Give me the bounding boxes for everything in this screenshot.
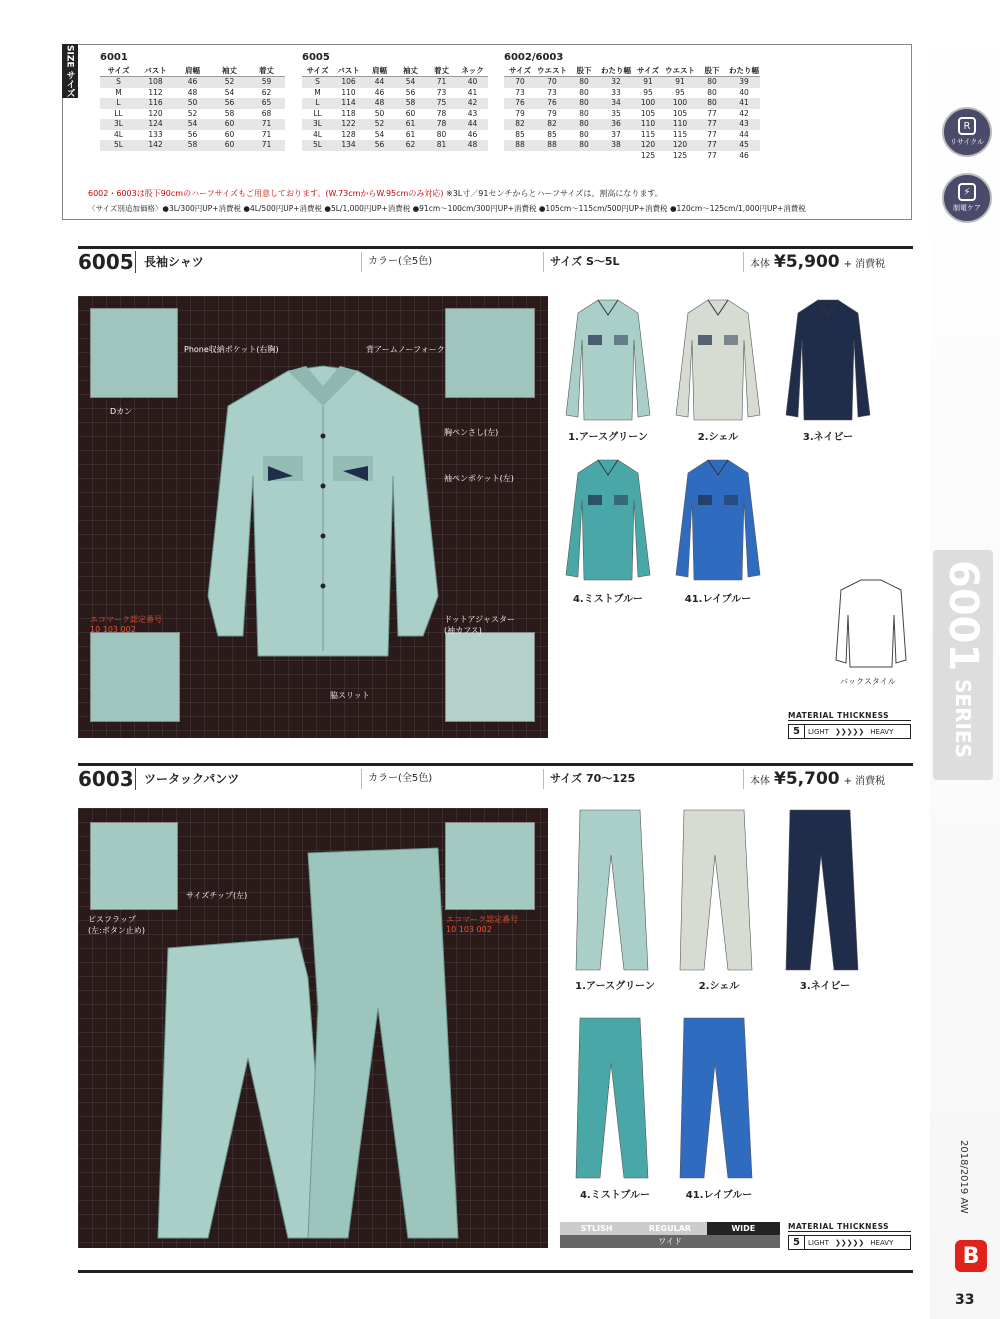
- fit-wide: WIDE: [707, 1222, 780, 1235]
- table-cell: 80: [579, 108, 589, 118]
- table-cell: 81: [436, 140, 447, 149]
- thickness-arrows: ❯❯❯❯❯: [834, 1238, 865, 1247]
- table-header-cell: 股下: [704, 66, 720, 75]
- table-cell: 91: [675, 77, 685, 86]
- season-label: 2018/2019 AW: [958, 1140, 969, 1214]
- table-cell: 73: [515, 87, 525, 97]
- table-row: [504, 109, 760, 120]
- variant-caption: 41.レイブルー: [684, 594, 752, 605]
- table-cell: 120: [672, 140, 688, 149]
- shirt-photo-panel: [78, 296, 548, 738]
- table-cell: 35: [611, 108, 621, 118]
- detail-photo-slit: [90, 632, 180, 722]
- table-header-cell: サイズ: [306, 66, 329, 75]
- label-eco: [90, 614, 162, 634]
- table-row: [100, 77, 285, 88]
- shirt-variant: [558, 455, 658, 585]
- variant-caption: 1.アースグリーン: [575, 981, 655, 992]
- table-cell: 82: [515, 119, 525, 128]
- table-cell: 60: [224, 129, 235, 139]
- table-cell: 142: [148, 140, 163, 149]
- shirt-variant: [558, 295, 658, 425]
- table-title: 6001: [100, 52, 128, 63]
- table-cell: 77: [707, 108, 717, 118]
- table-cell: 120: [148, 108, 163, 118]
- table-cell: 78: [436, 119, 447, 128]
- footer-rule: [78, 1270, 913, 1273]
- table-header-cell: ウエスト: [537, 66, 567, 75]
- table-cell: 38: [611, 140, 621, 149]
- table-row: [504, 119, 760, 130]
- size-table-6005: [302, 52, 488, 151]
- table-cell: 3L: [114, 119, 123, 128]
- light-label: LIGHT: [808, 1238, 829, 1247]
- table-row: [100, 119, 285, 130]
- table-cell: [600, 151, 632, 162]
- table-row: [100, 88, 285, 99]
- table-cell: LL: [114, 108, 123, 118]
- price-value: ¥5,900: [774, 251, 840, 272]
- table-cell: 39: [739, 77, 749, 86]
- table-cell: 46: [739, 150, 749, 160]
- table-header-cell: 袖丈: [403, 66, 418, 75]
- dot-text: ドットアジャスター: [444, 615, 515, 624]
- table-cell: 32: [611, 77, 621, 86]
- table-cell: 76: [515, 98, 525, 107]
- antistatic-badge: [942, 173, 992, 223]
- table-cell: 48: [374, 98, 385, 107]
- antistatic-icon: ⚡: [958, 183, 976, 201]
- table-cell: 46: [374, 87, 385, 97]
- shirt-header: [78, 246, 913, 274]
- table-cell: 54: [405, 77, 416, 86]
- fit-selector: [560, 1222, 780, 1248]
- table-cell: 43: [467, 108, 478, 118]
- pants-photo-panel: [78, 808, 548, 1248]
- pants-variant: [672, 805, 762, 975]
- table-header-cell: 袖丈: [222, 66, 237, 75]
- page-number: 33: [955, 1292, 975, 1308]
- table-row: [100, 130, 285, 141]
- table-cell: 115: [672, 129, 688, 139]
- detail-photo-cuff: [445, 632, 535, 722]
- table-cell: 80: [707, 77, 717, 86]
- table-cell: S: [315, 77, 320, 86]
- back-style-illustration: [826, 575, 916, 670]
- table-cell: 60: [224, 119, 235, 128]
- table-cell: 80: [579, 119, 589, 128]
- pants-variant: [568, 805, 658, 975]
- table-cell: 110: [341, 87, 356, 97]
- table-cell: 60: [405, 108, 416, 118]
- table-cell: 73: [547, 87, 557, 97]
- color-count: カラー(全5色): [362, 252, 544, 272]
- table-cell: 42: [739, 108, 749, 118]
- table-row: [504, 77, 760, 88]
- table-row: [100, 140, 285, 151]
- detail-photo-pocket: [90, 308, 178, 398]
- table-cell: 68: [261, 108, 272, 118]
- product-name: 長袖シャツ: [136, 252, 362, 272]
- table-cell: 128: [341, 129, 356, 139]
- variant-caption: 3.ネイビー: [802, 432, 854, 443]
- table-cell: 54: [224, 87, 235, 97]
- heavy-label: HEAVY: [870, 1238, 894, 1247]
- table-cell: 40: [739, 87, 749, 97]
- table-cell: 46: [467, 129, 478, 139]
- series-number: 6001: [940, 560, 986, 672]
- variant-caption: 4.ミストブルー: [579, 1190, 651, 1201]
- table-cell: 5L: [114, 140, 123, 149]
- table-header-cell: 着丈: [259, 66, 274, 75]
- table-cell: [536, 151, 568, 162]
- table-cell: 56: [405, 87, 416, 97]
- price: [744, 769, 885, 789]
- table-cell: 41: [467, 87, 478, 97]
- table-cell: [504, 151, 536, 162]
- thickness-title: MATERIAL THICKNESS: [788, 711, 911, 721]
- shirt-variant: [778, 295, 878, 425]
- table-cell: 110: [672, 119, 688, 128]
- table-cell: 41: [739, 98, 749, 107]
- detail-photo-tip: [445, 822, 535, 910]
- table-row: [504, 130, 760, 141]
- table-cell: 105: [672, 108, 688, 118]
- pants-header: [78, 763, 913, 791]
- table-cell: 62: [261, 87, 272, 97]
- product-number: 6005: [78, 251, 136, 273]
- flap-text: ピスフラップ: [88, 915, 136, 924]
- table-cell: 125: [640, 150, 656, 160]
- fit-regular: REGULAR: [633, 1222, 706, 1235]
- table-cell: 73: [436, 87, 447, 97]
- table-cell: 44: [374, 77, 385, 86]
- table-cell: 134: [341, 140, 356, 149]
- table-cell: 54: [187, 119, 198, 128]
- size-tag: SIZE サイズ: [62, 44, 78, 98]
- table-header: [100, 65, 285, 77]
- table-cell: 85: [515, 129, 525, 139]
- size-table-6002-6003: [504, 52, 760, 161]
- thickness-level: 5: [789, 1236, 805, 1249]
- label-phone-pocket: Phone収納ポケット(右胸): [184, 345, 279, 354]
- table-cell: 80: [579, 98, 589, 107]
- table-cell: LL: [313, 108, 322, 118]
- table-cell: 36: [611, 119, 621, 128]
- table-cell: 80: [579, 129, 589, 139]
- table-cell: 79: [547, 108, 557, 118]
- table-header-cell: バスト: [337, 66, 360, 75]
- label-flap: [88, 914, 145, 936]
- table-title: 6002/6003: [504, 52, 564, 63]
- table-row: [504, 88, 760, 99]
- price-value: ¥5,700: [774, 768, 840, 789]
- table-cell: 88: [515, 140, 525, 149]
- table-cell: 133: [148, 129, 163, 139]
- table-cell: 50: [374, 108, 385, 118]
- table-cell: 65: [261, 98, 272, 107]
- table-cell: 114: [341, 98, 356, 107]
- size-table-6001: [100, 52, 285, 151]
- table-cell: 110: [640, 119, 656, 128]
- table-cell: 85: [547, 129, 557, 139]
- table-header-cell: ネック: [461, 66, 484, 75]
- fit-selected: ワイド: [560, 1235, 780, 1248]
- label-dot-adjuster: [444, 614, 515, 636]
- tax-label: + 消費税: [843, 258, 886, 270]
- table-cell: 71: [436, 77, 447, 86]
- table-cell: 52: [374, 119, 385, 128]
- table-header-cell: 肩幅: [185, 66, 200, 75]
- variant-caption: 2.シェル: [698, 981, 740, 992]
- table-row: [504, 151, 760, 162]
- table-cell: 77: [707, 140, 717, 149]
- table-title: 6005: [302, 52, 330, 63]
- thickness-level: 5: [789, 725, 805, 738]
- table-cell: M: [314, 87, 321, 97]
- table-cell: 56: [374, 140, 385, 149]
- table-cell: 100: [640, 98, 656, 107]
- table-header-cell: サイズ: [637, 66, 659, 75]
- table-cell: 56: [224, 98, 235, 107]
- table-cell: 4L: [313, 129, 322, 139]
- light-label: LIGHT: [808, 727, 829, 736]
- table-cell: 76: [547, 98, 557, 107]
- table-cell: 40: [467, 77, 478, 86]
- table-cell: 112: [148, 87, 163, 97]
- heavy-label: HEAVY: [870, 727, 894, 736]
- table-cell: 70: [515, 77, 525, 86]
- eco-number: 10 103 002: [446, 925, 492, 934]
- table-cell: 46: [187, 77, 198, 86]
- table-cell: 56: [187, 129, 198, 139]
- color-count: カラー(全5色): [362, 769, 544, 789]
- table-cell: 44: [467, 119, 478, 128]
- pants-variant: [672, 1013, 762, 1183]
- detail-photo-flap: [90, 822, 178, 910]
- table-row: [100, 98, 285, 109]
- label-eco: [446, 914, 518, 934]
- price-prefix: 本体: [750, 258, 770, 270]
- table-cell: 118: [341, 108, 356, 118]
- table-row: [302, 140, 488, 151]
- table-cell: 52: [224, 77, 235, 86]
- table-cell: 61: [405, 129, 416, 139]
- shirt-variant: [668, 295, 768, 425]
- eco-number: 10 103 002: [90, 625, 136, 634]
- table-row: [302, 109, 488, 120]
- table-cell: 78: [436, 108, 447, 118]
- table-cell: 80: [436, 129, 447, 139]
- variant-caption: 4.ミストブルー: [572, 594, 644, 605]
- pants-variant: [778, 805, 868, 975]
- table-header-cell: 肩幅: [372, 66, 387, 75]
- table-row: [302, 98, 488, 109]
- table-cell: 122: [341, 119, 356, 128]
- tax-label: + 消費税: [843, 775, 886, 787]
- shirt-thickness: [788, 711, 911, 739]
- table-row: [504, 98, 760, 109]
- detail-photo-back: [445, 308, 535, 398]
- table-cell: 58: [405, 98, 416, 107]
- table-cell: 34: [611, 98, 621, 107]
- table-cell: 58: [187, 140, 198, 149]
- label-sleeve-pen: 袖ペンポケット(左): [444, 474, 514, 483]
- flap-sub: (左:ボタン止め): [88, 926, 145, 935]
- table-cell: 44: [739, 129, 749, 139]
- antistatic-label: 制電ケア: [953, 204, 981, 212]
- table-row: [302, 77, 488, 88]
- table-cell: 42: [467, 98, 478, 107]
- table-cell: 115: [640, 129, 656, 139]
- table-cell: 80: [707, 98, 717, 107]
- table-header: [302, 65, 488, 77]
- table-cell: 52: [187, 108, 198, 118]
- table-cell: 60: [224, 140, 235, 149]
- table-cell: 95: [675, 87, 685, 97]
- table-cell: 108: [148, 77, 163, 86]
- table-cell: 4L: [114, 129, 123, 139]
- back-style-label: バックスタイル: [840, 677, 896, 686]
- table-cell: 75: [436, 98, 447, 107]
- fit-stylish: STLISH: [560, 1222, 633, 1235]
- table-cell: 91: [643, 77, 653, 86]
- shirt-variant: [668, 455, 768, 585]
- table-cell: L: [315, 98, 320, 107]
- table-cell: 37: [611, 129, 621, 139]
- variant-caption: 2.シェル: [697, 432, 739, 443]
- table-header-cell: 股下: [576, 66, 592, 75]
- table-cell: [568, 151, 600, 162]
- table-cell: S: [116, 77, 121, 86]
- pants-thickness: [788, 1222, 911, 1250]
- table-cell: 48: [187, 87, 198, 97]
- series-label: SERIES: [951, 679, 975, 759]
- table-cell: 43: [739, 119, 749, 128]
- table-cell: 77: [707, 129, 717, 139]
- price-prefix: 本体: [750, 775, 770, 787]
- table-cell: 70: [547, 77, 557, 86]
- size-range: サイズ 70～125: [544, 769, 744, 789]
- additional-price-note: 〈サイズ別追加価格〉●3L/300円UP+消費税 ●4L/500円UP+消費税 ●5L/1,000円UP+消費税 ●91cm～100cm/300円UP+消費税 ●105cm～115cm/500円UP+消費税 ●120cm～125cm/1,000円UP+消費税: [88, 204, 806, 213]
- label-dkan: Dカン: [110, 407, 133, 416]
- table-cell: 80: [707, 87, 717, 97]
- eco-text: エコマーク認定番号: [90, 615, 162, 624]
- table-cell: 3L: [313, 119, 322, 128]
- table-header-cell: バスト: [144, 66, 167, 75]
- table-cell: 80: [579, 87, 589, 97]
- table-cell: 71: [261, 140, 272, 149]
- table-cell: 79: [515, 108, 525, 118]
- table-header-cell: ウエスト: [665, 66, 695, 75]
- recycle-label: リサイクル: [949, 138, 985, 146]
- table-header-cell: サイズ: [107, 66, 130, 75]
- table-cell: 62: [405, 140, 416, 149]
- table-cell: 5L: [313, 140, 322, 149]
- table-row: [302, 130, 488, 141]
- table-row: [302, 88, 488, 99]
- table-cell: M: [115, 87, 122, 97]
- variant-caption: 3.ネイビー: [799, 981, 851, 992]
- label-slit: 脇スリット: [330, 691, 370, 700]
- table-cell: 48: [467, 140, 478, 149]
- pants-variant: [568, 1013, 658, 1183]
- price: [744, 252, 885, 272]
- product-number: 6003: [78, 768, 136, 790]
- table-row: [504, 140, 760, 151]
- price-note: ※3L寸／91センチからとハーフサイズは、割高になります。: [446, 189, 663, 198]
- table-cell: 105: [640, 108, 656, 118]
- table-header-cell: わたり幅: [601, 66, 631, 75]
- table-cell: 120: [640, 140, 656, 149]
- table-cell: 45: [739, 140, 749, 149]
- variant-caption: 41.レイブルー: [685, 1190, 753, 1201]
- table-cell: 33: [611, 87, 621, 97]
- table-cell: 95: [643, 87, 653, 97]
- table-cell: 100: [672, 98, 688, 107]
- label-chest-pen: 胸ペンさし(左): [444, 428, 499, 437]
- half-size-note: 6002・6003は股下90cmのハーフサイズもご用意しております。(W.73cmからW.95cmのみ対応): [88, 189, 444, 198]
- recycle-icon: R: [958, 117, 976, 135]
- table-cell: 71: [261, 129, 272, 139]
- table-cell: 71: [261, 119, 272, 128]
- table-cell: 106: [341, 77, 356, 86]
- table-header-cell: わたり幅: [729, 66, 759, 75]
- size-range: サイズ S～5L: [544, 252, 744, 272]
- table-cell: 50: [187, 98, 198, 107]
- table-cell: 77: [707, 119, 717, 128]
- table-row: [100, 109, 285, 120]
- label-size-tip: サイズチップ(左): [186, 891, 248, 900]
- variant-caption: 1.アースグリーン: [568, 432, 648, 443]
- table-cell: 54: [374, 129, 385, 139]
- table-cell: L: [116, 98, 121, 107]
- table-cell: 61: [405, 119, 416, 128]
- table-cell: 116: [148, 98, 163, 107]
- table-header: [504, 65, 760, 77]
- table-cell: 88: [547, 140, 557, 149]
- table-row: [302, 119, 488, 130]
- table-cell: 82: [547, 119, 557, 128]
- label-arm: 背アームノーフォーク: [366, 345, 445, 354]
- table-cell: 77: [707, 150, 717, 160]
- thickness-arrows: ❯❯❯❯❯: [834, 727, 865, 736]
- table-cell: 59: [261, 77, 272, 86]
- series-tab: [933, 550, 993, 780]
- brand-logo-icon: B: [955, 1240, 987, 1272]
- table-cell: 80: [579, 140, 589, 149]
- table-cell: 124: [148, 119, 163, 128]
- table-cell: 80: [579, 77, 589, 86]
- thickness-title: MATERIAL THICKNESS: [788, 1222, 911, 1232]
- table-header-cell: 着丈: [434, 66, 449, 75]
- table-cell: 125: [672, 150, 688, 160]
- dot-sub: (袖カフス): [444, 626, 482, 635]
- product-name: ツータックパンツ: [136, 769, 362, 789]
- recycle-badge: [942, 107, 992, 157]
- eco-text: エコマーク認定番号: [446, 915, 518, 924]
- table-header-cell: サイズ: [509, 66, 531, 75]
- table-cell: 58: [224, 108, 235, 118]
